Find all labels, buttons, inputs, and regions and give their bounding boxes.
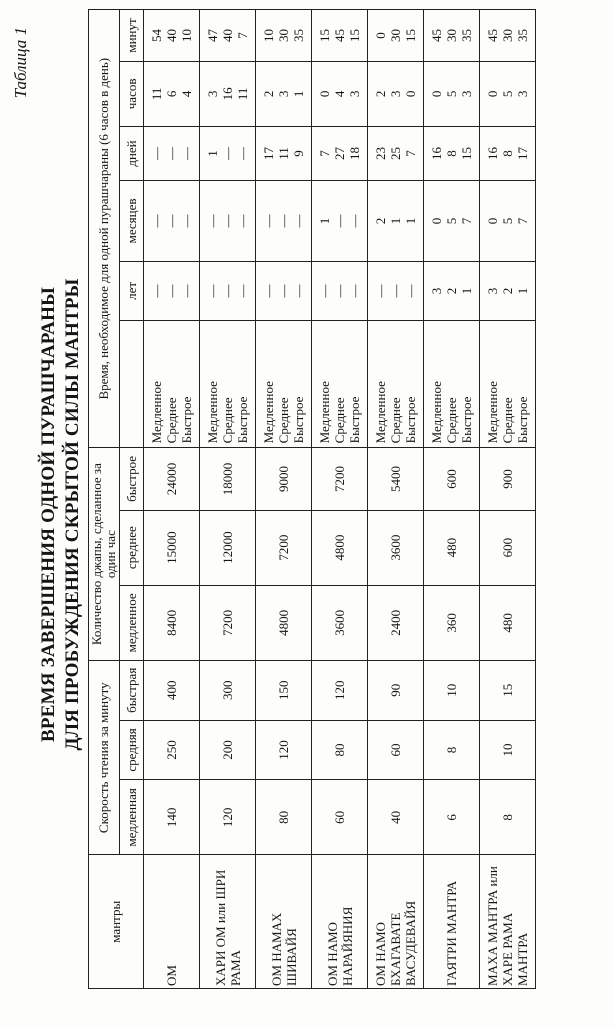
days-value: 17 bbox=[261, 147, 276, 161]
speed-cell: 8 bbox=[424, 720, 480, 780]
months-cell bbox=[480, 181, 536, 261]
days-cell bbox=[368, 126, 424, 180]
modes-value: Быстрое bbox=[347, 396, 362, 444]
japa-cell: 600 bbox=[480, 510, 536, 585]
japa-cell: 7200 bbox=[200, 585, 256, 660]
japa-cell: 18000 bbox=[200, 448, 256, 510]
speed-cell: 400 bbox=[144, 660, 200, 720]
days-value: 27 bbox=[332, 147, 347, 161]
hours-cell bbox=[200, 61, 256, 126]
modes-value: Среднее bbox=[220, 397, 235, 444]
modes-value: Быстрое bbox=[291, 396, 306, 444]
hours-value: 5 bbox=[500, 90, 515, 98]
table-row bbox=[200, 10, 256, 989]
years-value: — bbox=[261, 284, 276, 298]
hours-cell bbox=[256, 61, 312, 126]
speed-cell: 90 bbox=[368, 660, 424, 720]
years-value: — bbox=[373, 284, 388, 298]
hours-value: 3 bbox=[388, 90, 403, 98]
days-value: 25 bbox=[388, 147, 403, 161]
japa-cell: 12000 bbox=[200, 510, 256, 585]
days-value: 16 bbox=[429, 147, 444, 161]
hours-cell bbox=[368, 61, 424, 126]
months-value: 1 bbox=[317, 217, 332, 225]
modes-value: Медленное bbox=[317, 381, 332, 444]
days-value: — bbox=[164, 147, 179, 161]
hours-cell bbox=[312, 61, 368, 126]
speed-cell: 120 bbox=[312, 660, 368, 720]
table-row bbox=[368, 10, 424, 989]
table-body bbox=[144, 10, 536, 989]
years-value: — bbox=[164, 284, 179, 298]
minutes-value: 45 bbox=[429, 28, 444, 42]
modes-cell bbox=[368, 321, 424, 448]
speed-cell: 60 bbox=[312, 780, 368, 855]
minutes-value: 15 bbox=[347, 28, 362, 42]
days-value: — bbox=[149, 147, 164, 161]
minutes-cell bbox=[480, 10, 536, 62]
japa-cell: 3600 bbox=[368, 510, 424, 585]
years-value: — bbox=[317, 284, 332, 298]
months-cell bbox=[256, 181, 312, 261]
minutes-value: 30 bbox=[444, 28, 459, 42]
months-value: 5 bbox=[444, 217, 459, 225]
minutes-value: 47 bbox=[205, 28, 220, 42]
minutes-cell bbox=[424, 10, 480, 62]
speed-cell: 120 bbox=[256, 720, 312, 780]
hours-value: 0 bbox=[485, 90, 500, 98]
table-row bbox=[480, 10, 536, 989]
hours-value: 3 bbox=[347, 90, 362, 98]
hours-value: 3 bbox=[515, 90, 530, 98]
hours-value: 0 bbox=[429, 90, 444, 98]
hours-value: 2 bbox=[261, 90, 276, 98]
days-value: 7 bbox=[317, 150, 332, 157]
days-value: 15 bbox=[459, 147, 474, 161]
hours-value: 16 bbox=[220, 87, 235, 101]
mantra-cell: ОМ НАМО БХАГАВАТЕ ВАСУДЕВАЙЯ bbox=[368, 855, 424, 989]
japa-cell: 3600 bbox=[312, 585, 368, 660]
years-cell bbox=[312, 261, 368, 321]
modes-cell bbox=[424, 321, 480, 448]
minutes-value: 15 bbox=[403, 28, 418, 42]
table-row bbox=[256, 10, 312, 989]
speed-cell: 6 bbox=[424, 780, 480, 855]
hours-cell bbox=[480, 61, 536, 126]
subheader-mode bbox=[120, 321, 144, 448]
japa-cell: 4800 bbox=[312, 510, 368, 585]
speed-cell: 15 bbox=[480, 660, 536, 720]
mantra-cell: ОМ НАМАХ ШИВАЙЯ bbox=[256, 855, 312, 989]
modes-cell bbox=[480, 321, 536, 448]
years-value: — bbox=[388, 284, 403, 298]
years-cell bbox=[480, 261, 536, 321]
days-cell bbox=[144, 126, 200, 180]
speed-cell: 8 bbox=[480, 780, 536, 855]
hours-value: 4 bbox=[332, 90, 347, 98]
modes-value: Быстрое bbox=[515, 396, 530, 444]
header-mantra: мантры bbox=[89, 855, 144, 989]
modes-value: Среднее bbox=[164, 397, 179, 444]
speed-cell: 140 bbox=[144, 780, 200, 855]
japa-cell: 7200 bbox=[312, 448, 368, 510]
modes-value: Медленное bbox=[485, 381, 500, 444]
years-value: 1 bbox=[459, 287, 474, 295]
years-value: — bbox=[205, 284, 220, 298]
subheader-minutes: минут bbox=[120, 10, 144, 62]
years-value: — bbox=[291, 284, 306, 298]
months-value: — bbox=[291, 214, 306, 228]
years-value: 3 bbox=[485, 287, 500, 295]
modes-value: Медленное bbox=[373, 381, 388, 444]
modes-cell bbox=[256, 321, 312, 448]
hours-value: 3 bbox=[276, 90, 291, 98]
days-cell bbox=[480, 126, 536, 180]
days-value: 9 bbox=[291, 150, 306, 157]
hours-value: 5 bbox=[444, 90, 459, 98]
minutes-cell bbox=[368, 10, 424, 62]
months-value: — bbox=[220, 214, 235, 228]
months-value: 7 bbox=[515, 217, 530, 225]
minutes-value: 35 bbox=[291, 28, 306, 42]
header-reading-speed: Скорость чтения за минуту bbox=[89, 660, 120, 854]
years-value: — bbox=[149, 284, 164, 298]
japa-cell: 360 bbox=[424, 585, 480, 660]
years-cell bbox=[256, 261, 312, 321]
years-cell bbox=[424, 261, 480, 321]
minutes-cell bbox=[312, 10, 368, 62]
japa-cell: 4800 bbox=[256, 585, 312, 660]
modes-value: Среднее bbox=[500, 397, 515, 444]
modes-value: Медленное bbox=[149, 381, 164, 444]
months-value: 1 bbox=[388, 217, 403, 225]
days-value: 1 bbox=[205, 150, 220, 157]
years-cell bbox=[200, 261, 256, 321]
days-value: 17 bbox=[515, 147, 530, 161]
minutes-value: 0 bbox=[373, 32, 388, 39]
hours-value: 11 bbox=[235, 87, 250, 101]
modes-value: Среднее bbox=[276, 397, 291, 444]
hours-cell bbox=[424, 61, 480, 126]
years-value: — bbox=[276, 284, 291, 298]
japa-cell: 900 bbox=[480, 448, 536, 510]
minutes-value: 30 bbox=[276, 28, 291, 42]
mantra-cell: ОМ НАМО НАРАЙЯНИЯ bbox=[312, 855, 368, 989]
subheader-speed-fast: быстрая bbox=[120, 660, 144, 720]
mantra-cell: ОМ bbox=[144, 855, 200, 989]
speed-cell: 200 bbox=[200, 720, 256, 780]
speed-cell: 80 bbox=[312, 720, 368, 780]
days-value: 7 bbox=[403, 150, 418, 157]
years-value: — bbox=[347, 284, 362, 298]
japa-cell: 600 bbox=[424, 448, 480, 510]
modes-value: Медленное bbox=[205, 381, 220, 444]
hours-value: 6 bbox=[164, 90, 179, 98]
modes-cell bbox=[144, 321, 200, 448]
days-value: 8 bbox=[500, 150, 515, 157]
subheader-hours: часов bbox=[120, 61, 144, 126]
years-cell bbox=[368, 261, 424, 321]
modes-value: Медленное bbox=[261, 381, 276, 444]
months-value: — bbox=[332, 214, 347, 228]
years-value: — bbox=[332, 284, 347, 298]
speed-cell: 10 bbox=[480, 720, 536, 780]
hours-value: 4 bbox=[179, 90, 194, 98]
purashcharana-table bbox=[88, 9, 536, 989]
years-value: — bbox=[403, 284, 418, 298]
page-title-line-2: ДЛЯ ПРОБУЖДЕНИЯ СКРЫТОЙ СИЛЫ МАНТРЫ bbox=[62, 278, 83, 751]
japa-cell: 7200 bbox=[256, 510, 312, 585]
hours-cell bbox=[144, 61, 200, 126]
mantra-cell: МАХА МАНТРА или ХАРЕ РАМА МАНТРА bbox=[480, 855, 536, 989]
modes-value: Среднее bbox=[444, 397, 459, 444]
speed-cell: 10 bbox=[424, 660, 480, 720]
months-value: — bbox=[164, 214, 179, 228]
years-value: 2 bbox=[500, 287, 515, 295]
minutes-value: 10 bbox=[261, 28, 276, 42]
hours-value: 3 bbox=[459, 90, 474, 98]
modes-value: Быстрое bbox=[403, 396, 418, 444]
subheader-japa-medium: среднее bbox=[120, 510, 144, 585]
table-label: Таблица 1 bbox=[11, 27, 30, 99]
days-value: 18 bbox=[347, 147, 362, 161]
japa-cell: 9000 bbox=[256, 448, 312, 510]
months-value: — bbox=[179, 214, 194, 228]
minutes-value: 54 bbox=[149, 28, 164, 42]
hours-value: 3 bbox=[205, 90, 220, 98]
subheader-days: дней bbox=[120, 126, 144, 180]
speed-cell: 60 bbox=[368, 720, 424, 780]
japa-cell: 2400 bbox=[368, 585, 424, 660]
minutes-value: 35 bbox=[515, 28, 530, 42]
hours-value: 0 bbox=[317, 90, 332, 98]
hours-value: 11 bbox=[149, 87, 164, 101]
days-value: 11 bbox=[276, 147, 291, 160]
modes-value: Среднее bbox=[332, 397, 347, 444]
months-value: — bbox=[261, 214, 276, 228]
days-value: 8 bbox=[444, 150, 459, 157]
subheader-years: лет bbox=[120, 261, 144, 321]
months-value: 0 bbox=[485, 217, 500, 225]
hours-value: 2 bbox=[373, 90, 388, 98]
months-cell bbox=[424, 181, 480, 261]
modes-value: Медленное bbox=[429, 381, 444, 444]
minutes-cell bbox=[200, 10, 256, 62]
minutes-value: 10 bbox=[179, 28, 194, 42]
speed-cell: 300 bbox=[200, 660, 256, 720]
years-value: — bbox=[220, 284, 235, 298]
minutes-value: 30 bbox=[388, 28, 403, 42]
days-value: — bbox=[220, 147, 235, 161]
years-value: — bbox=[179, 284, 194, 298]
years-value: 1 bbox=[515, 287, 530, 295]
minutes-cell bbox=[144, 10, 200, 62]
subheader-months: месяцев bbox=[120, 181, 144, 261]
days-cell bbox=[200, 126, 256, 180]
subheader-speed-medium: средняя bbox=[120, 720, 144, 780]
header-time-needed: Время, необходимое для одной пурашчараны (6 часов в день) bbox=[89, 10, 120, 448]
japa-cell: 480 bbox=[424, 510, 480, 585]
table-row bbox=[424, 10, 480, 989]
months-value: — bbox=[205, 214, 220, 228]
japa-cell: 8400 bbox=[144, 585, 200, 660]
modes-cell bbox=[200, 321, 256, 448]
days-cell bbox=[424, 126, 480, 180]
speed-cell: 120 bbox=[200, 780, 256, 855]
minutes-value: 15 bbox=[317, 28, 332, 42]
months-value: 2 bbox=[373, 217, 388, 225]
subheader-japa-slow: медленное bbox=[120, 585, 144, 660]
speed-cell: 150 bbox=[256, 660, 312, 720]
minutes-value: 30 bbox=[500, 28, 515, 42]
minutes-value: 45 bbox=[332, 28, 347, 42]
months-value: — bbox=[276, 214, 291, 228]
modes-value: Среднее bbox=[388, 397, 403, 444]
minutes-cell bbox=[256, 10, 312, 62]
months-value: — bbox=[235, 214, 250, 228]
days-cell bbox=[256, 126, 312, 180]
years-cell bbox=[144, 261, 200, 321]
months-value: 1 bbox=[403, 217, 418, 225]
subheader-japa-fast: быстрое bbox=[120, 448, 144, 510]
months-cell bbox=[200, 181, 256, 261]
japa-cell: 24000 bbox=[144, 448, 200, 510]
table-row bbox=[144, 10, 200, 989]
months-cell bbox=[368, 181, 424, 261]
speed-cell: 40 bbox=[368, 780, 424, 855]
modes-value: Быстрое bbox=[179, 396, 194, 444]
months-value: 7 bbox=[459, 217, 474, 225]
minutes-value: 7 bbox=[235, 32, 250, 39]
months-value: — bbox=[347, 214, 362, 228]
page-title-line-1: ВРЕМЯ ЗАВЕРШЕНИЯ ОДНОЙ ПУРАШЧАРАНЫ bbox=[38, 287, 59, 742]
mantra-cell: ГАЯТРИ МАНТРА bbox=[424, 855, 480, 989]
japa-cell: 5400 bbox=[368, 448, 424, 510]
years-value: — bbox=[235, 284, 250, 298]
modes-cell bbox=[312, 321, 368, 448]
years-value: 3 bbox=[429, 287, 444, 295]
minutes-value: 40 bbox=[164, 28, 179, 42]
speed-cell: 250 bbox=[144, 720, 200, 780]
hours-value: 0 bbox=[403, 90, 418, 98]
hours-value: 1 bbox=[291, 90, 306, 98]
japa-cell: 480 bbox=[480, 585, 536, 660]
table-row bbox=[312, 10, 368, 989]
minutes-value: 40 bbox=[220, 28, 235, 42]
months-value: 0 bbox=[429, 217, 444, 225]
days-cell bbox=[312, 126, 368, 180]
months-value: — bbox=[149, 214, 164, 228]
japa-cell: 15000 bbox=[144, 510, 200, 585]
modes-value: Быстрое bbox=[235, 396, 250, 444]
minutes-value: 35 bbox=[459, 28, 474, 42]
header-japa-count: Количество джапы, сделанное за один час bbox=[89, 448, 120, 661]
days-value: — bbox=[235, 147, 250, 161]
modes-value: Быстрое bbox=[459, 396, 474, 444]
minutes-value: 45 bbox=[485, 28, 500, 42]
days-value: 23 bbox=[373, 147, 388, 161]
days-value: — bbox=[179, 147, 194, 161]
months-cell bbox=[312, 181, 368, 261]
speed-cell: 80 bbox=[256, 780, 312, 855]
days-value: 16 bbox=[485, 147, 500, 161]
mantra-cell: ХАРИ ОМ или ШРИ РАМА bbox=[200, 855, 256, 989]
months-cell bbox=[144, 181, 200, 261]
subheader-speed-slow: медленная bbox=[120, 780, 144, 855]
months-value: 5 bbox=[500, 217, 515, 225]
years-value: 2 bbox=[444, 287, 459, 295]
